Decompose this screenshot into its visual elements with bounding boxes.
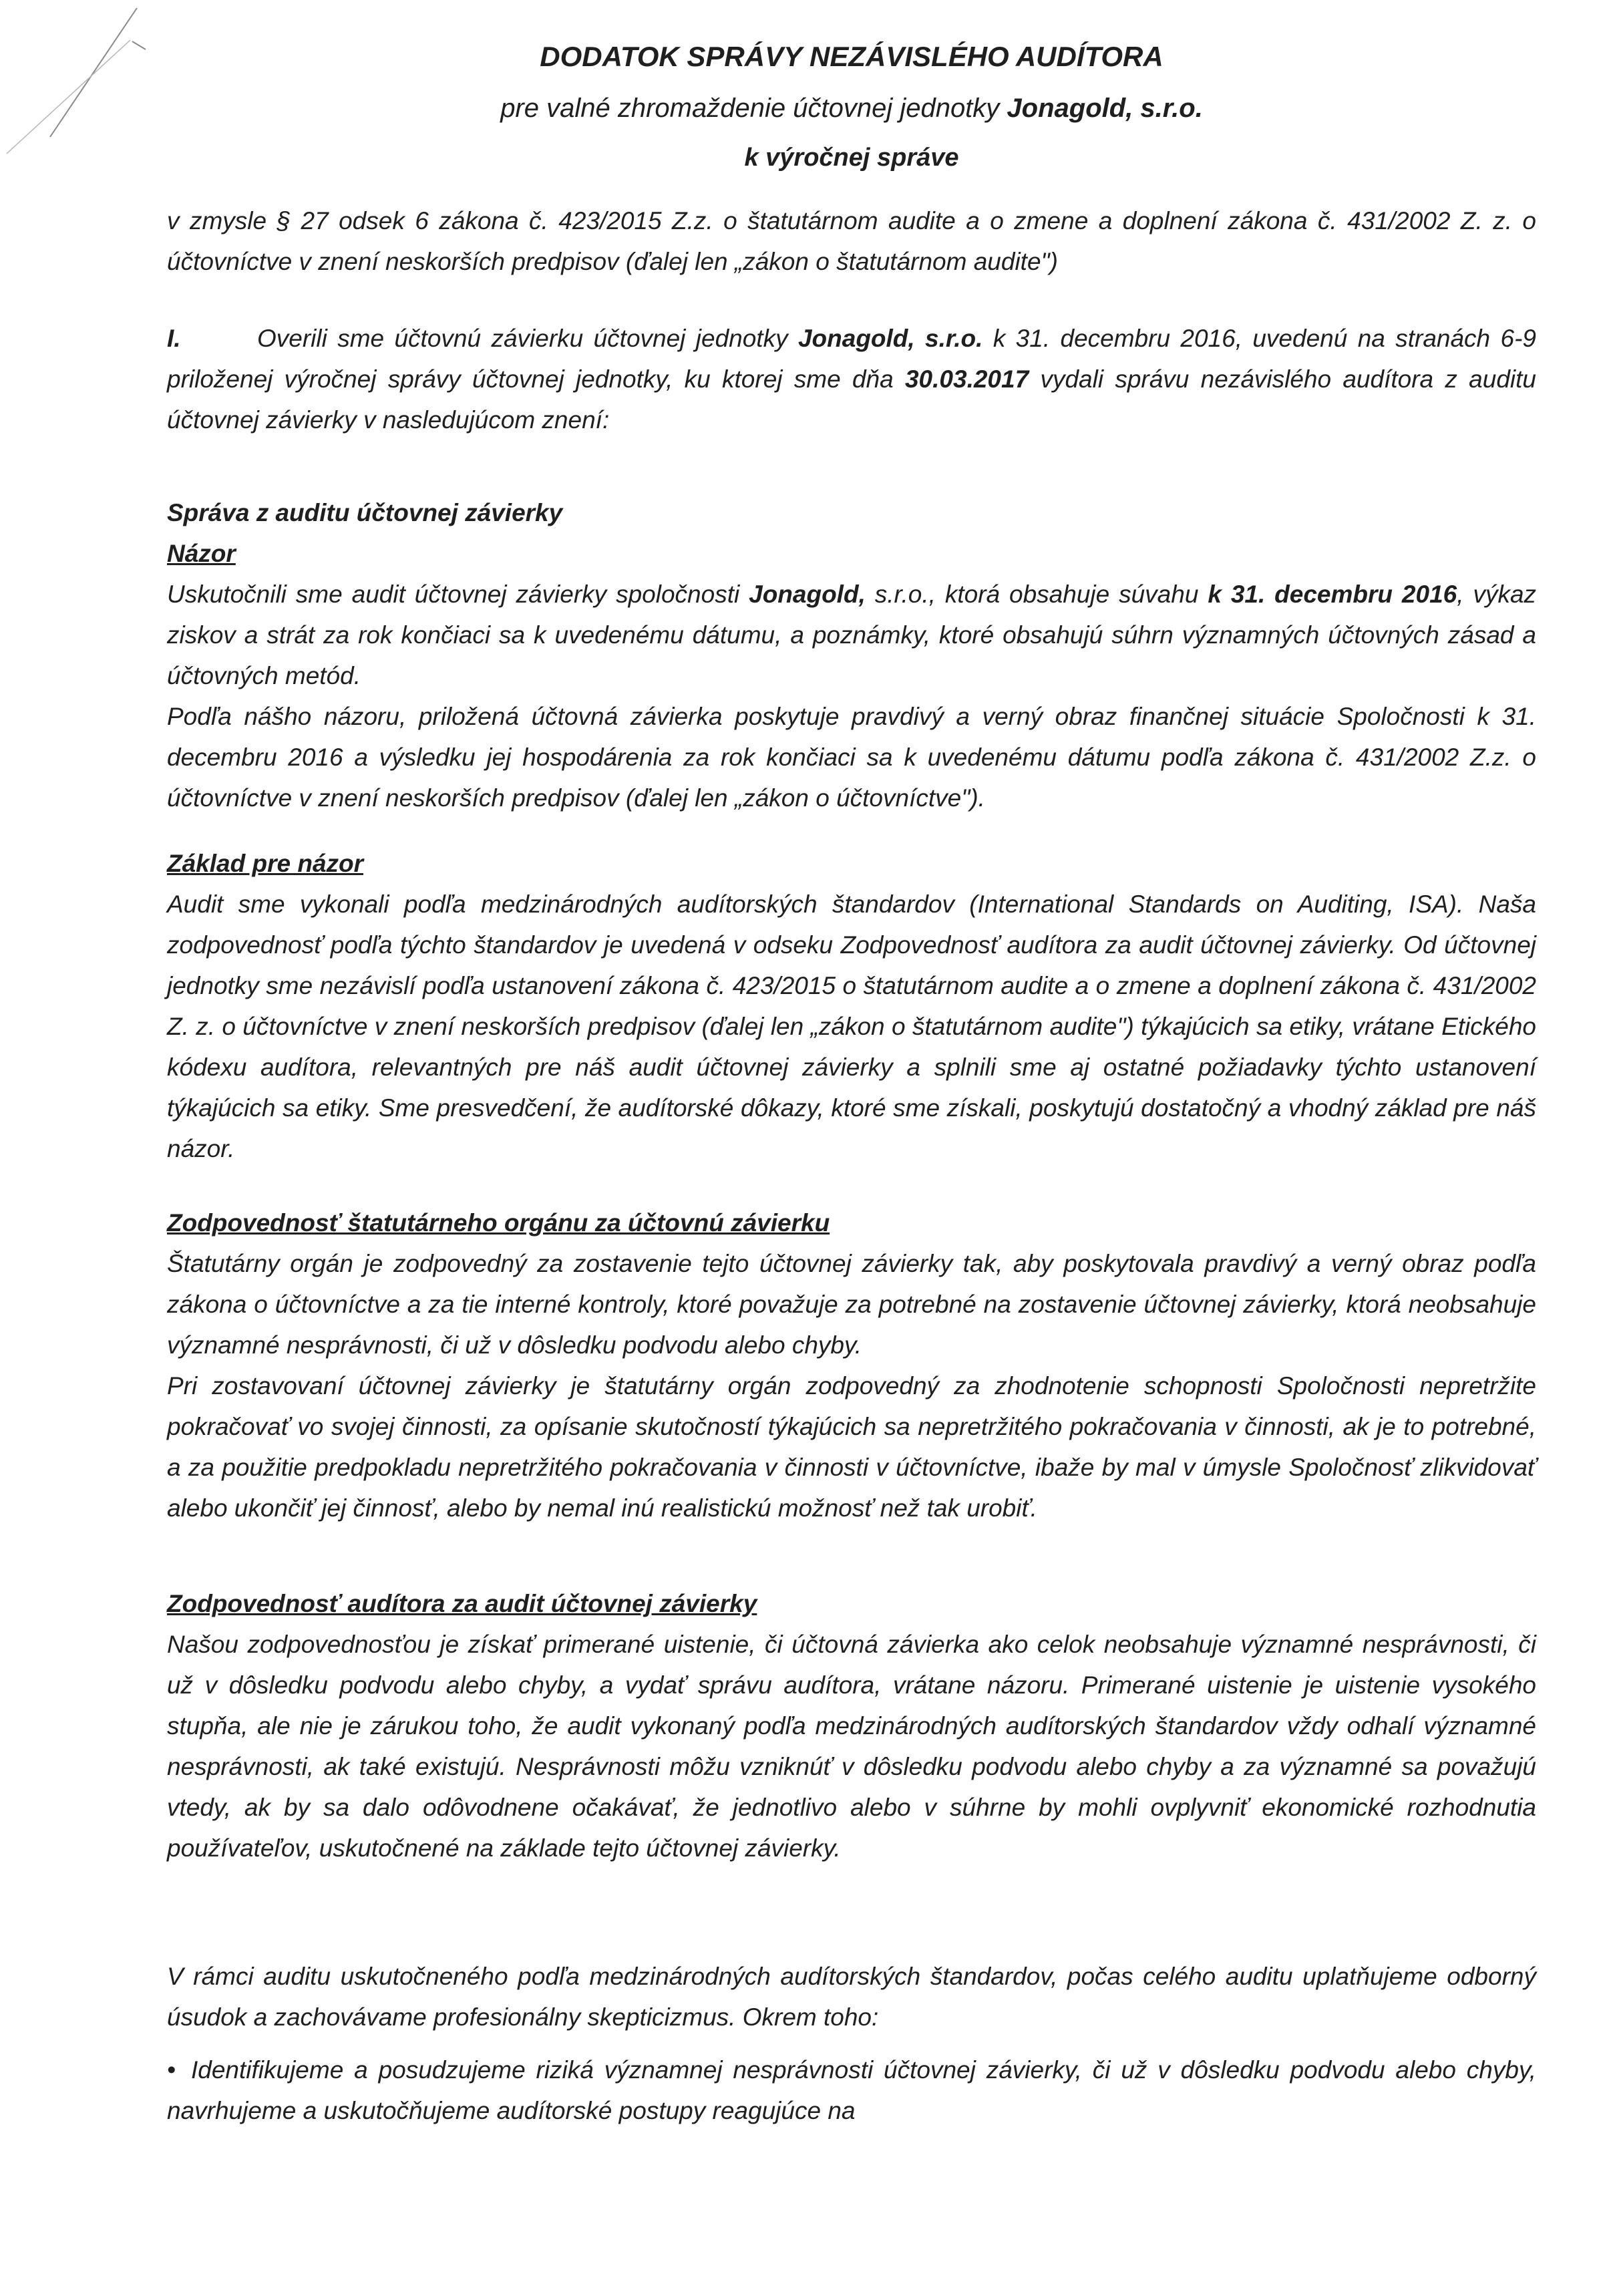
document-subtitle <box>167 84 1536 133</box>
opinion-p1-company: Jonagold, <box>749 581 866 608</box>
bullet-marker: • <box>167 2056 176 2084</box>
basis-section <box>167 843 1536 1169</box>
intro-paragraph <box>167 200 1536 282</box>
document-header <box>167 30 1536 182</box>
opinion-p1-text-a: Uskutočnili sme audit účtovnej závierky spoločnosti <box>167 581 740 608</box>
bullet-item-1-text: Identifikujeme a posudzujeme riziká významnej nesprávnosti účtovnej závierky, či už v dôsledku podvodu alebo chyby, navrhujeme a uskutočňujeme audítorské postupy reagujúce na <box>167 2056 1536 2124</box>
document-page <box>167 0 1536 2296</box>
opinion-p1-text-c: , výkaz ziskov a strát za rok končiaci sa k uvedenému dátumu, a poznámky, ktoré obsahujú súhrn významných účtovných zásad a účtovných metód. <box>167 581 1537 689</box>
opinion-heading: Názor <box>167 540 236 567</box>
report-title: Správa z auditu účtovnej závierky <box>167 499 563 526</box>
basis-heading: Základ pre názor <box>167 850 364 877</box>
auditor-heading: Zodpovednosť audítora za audit účtovnej závierky <box>167 1590 757 1617</box>
opinion-p1-text-b: s.r.o., ktorá obsahuje súvahu <box>874 581 1199 608</box>
company-name: Jonagold, s.r.o. <box>1007 94 1203 123</box>
section-1-text-a: Overili sme účtovnú závierku účtovnej jednotky <box>257 325 788 352</box>
auditor-paragraph-2: V rámci auditu uskutočneného podľa medzinárodných audítorských štandardov, počas celého auditu uplatňujeme odborný úsudok a zachovávame profesionálny skepticizmus. Okrem toho: <box>167 1963 1536 2031</box>
auditor-procedures <box>167 1956 1536 2131</box>
subtitle-prefix: pre valné zhromaždenie účtovnej jednotky <box>500 94 1000 123</box>
management-responsibility-section <box>167 1202 1536 1528</box>
bullet-item-1 <box>167 2049 1536 2131</box>
management-paragraph-1: Štatutárny orgán je zodpovedný za zostavenie tejto účtovnej závierky tak, aby poskytovala pravdivý a verný obraz podľa zákona o účtovníctve a za tie interné kontroly, ktoré považuje za potrebné na zostavenie účtovnej závierky, ktorá neobsahuje významné nesprávnosti, či už v dôsledku podvodu alebo chyby. <box>167 1250 1536 1359</box>
section-1-date: 30.03.2017 <box>904 365 1029 393</box>
section-1-paragraph <box>167 318 1536 440</box>
management-paragraph-2: Pri zostavovaní účtovnej závierky je štatutárny orgán zodpovedný za zhodnotenie schopnosti Spoločnosti nepretržite pokračovať vo svojej činnosti, za opísanie skutočností týkajúcich sa nepretržitého pokračovania v činnosti, ak je to potrebné, a za použitie predpokladu nepretržitého pokračovania v činnosti v účtovníctve, ibaže by mal v úmysle Spoločnosť zlikvidovať alebo ukončiť jej činnosť, alebo by nemal inú realistickú možnosť než tak urobiť. <box>167 1372 1536 1522</box>
auditor-paragraph-1: Našou zodpovednosťou je získať primerané uistenie, či účtovná závierka ako celok neobsahuje významné nesprávnosti, či už v dôsledku podvodu alebo chyby, a vydať správu audítora, vrátane názoru. Primerané uistenie je uistenie vysokého stupňa, ale nie je zárukou toho, že audit vykonaný podľa medzinárodných audítorských štandardov vždy odhalí významné nesprávnosti, ak také existujú. Nesprávnosti môžu vzniknúť v dôsledku podvodu alebo chyby a za významné sa považujú vtedy, ak by sa dalo odôvodnene očakávať, že jednotlivo alebo v súhrne by mohli ovplyvniť ekonomické rozhodnutia používateľov, uskutočnené na základe tejto účtovnej závierky. <box>167 1631 1536 1862</box>
section-1-label: I. <box>167 325 181 352</box>
section-1-text-b: k 31. decembru 2016, uvedenú na stranách 6-9 priloženej výročnej správy účtovnej jednotky, ku ktorej sme dňa <box>167 325 1536 393</box>
scan-pen-marks <box>0 0 174 174</box>
opinion-section <box>167 492 1536 818</box>
opinion-paragraph-1 <box>167 574 1536 696</box>
section-1-company: Jonagold, s.r.o. <box>797 325 983 352</box>
auditor-responsibility-section <box>167 1583 1536 1868</box>
intro-text: v zmysle § 27 odsek 6 zákona č. 423/2015 Z.z. o štatutárnom audite a o zmene a doplnení zákona č. 431/2002 Z. z. o účtovníctve v znení neskorších predpisov (ďalej len „zákon o štatutárnom audite") <box>167 207 1536 275</box>
management-heading: Zodpovednosť štatutárneho orgánu za účtovnú závierku <box>167 1209 830 1237</box>
opinion-p1-date: k 31. decembru 2016 <box>1208 581 1457 608</box>
section-1-text-c: vydali správu nezávislého audítora z auditu účtovnej závierky v nasledujúcom znení: <box>167 365 1536 434</box>
basis-paragraph: Audit sme vykonali podľa medzinárodných audítorských štandardov (International Standards on Auditing, ISA). Naša zodpovednosť podľa týchto štandardov je uvedená v odseku Zodpovednosť audítora za audit účtovnej závierky. Od účtovnej jednotky sme nezávislí podľa ustanovení zákona č. 423/2015 o štatutárnom audite a o zmene a doplnení zákona č. 431/2002 Z. z. o účtovníctve v znení neskorších predpisov (ďalej len „zákon o štatutárnom audite") týkajúcich sa etiky, vrátane Etického kódexu audítora, relevantných pre náš audit účtovnej závierky a splnili sme aj ostatné požiadavky týchto ustanovení týkajúcich sa etiky. Sme presvedčení, že audítorské dôkazy, ktoré sme získali, poskytujú dostatočný a vhodný základ pre náš názor. <box>167 890 1536 1162</box>
document-title: DODATOK SPRÁVY NEZÁVISLÉHO AUDÍTORA <box>540 41 1164 72</box>
section-1 <box>167 318 1536 440</box>
document-subtitle-2: k výročnej správe <box>744 144 959 172</box>
opinion-paragraph-2: Podľa nášho názoru, priložená účtovná závierka poskytuje pravdivý a verný obraz finančnej situácie Spoločnosti k 31. decembru 2016 a výsledku jej hospodárenia za rok končiaci sa k uvedenému dátumu podľa zákona č. 431/2002 Z.z. o účtovníctve v znení neskorších predpisov (ďalej len „zákon o účtovníctve"). <box>167 703 1536 812</box>
